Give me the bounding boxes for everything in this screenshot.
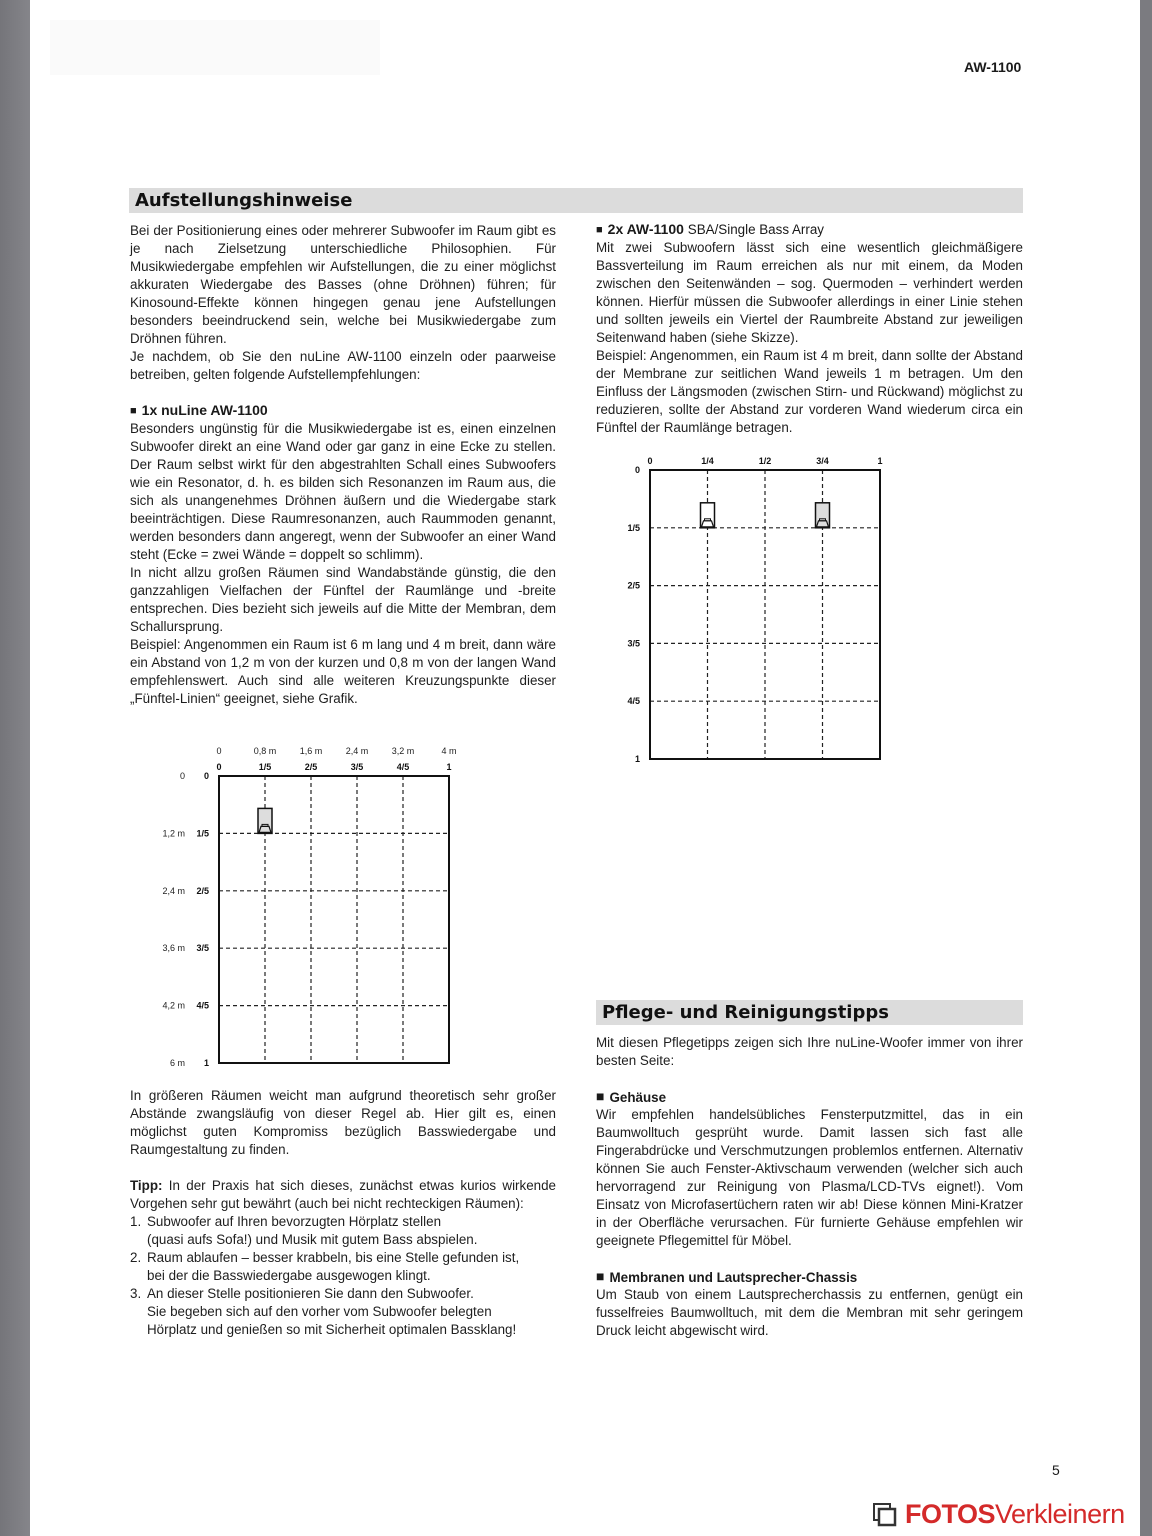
x-fraction-label: 3/5 xyxy=(350,762,364,772)
x-fraction-label: 1/5 xyxy=(258,762,272,772)
tip-step-number: 3. xyxy=(130,1286,142,1301)
y-fraction-label: 0 xyxy=(634,465,640,475)
large-room-paragraph: In größeren Räumen weicht man aufgrund theoretisch sehr großer Abstände zwangsläufig von dieser Regel ab. Hier gilt es, einen möglichst guten Kompromiss bezüglich Basswiedergabe und Raumgestaltung zu finden. xyxy=(130,1088,556,1157)
single-paragraph: Besonders ungünstig für die Musikwiedergabe ist es, einen einzelnen Subwoofer direkt an eine Wand oder gar ganz in eine Ecke zu stellen. Der Raum selbst wirkt für den abgestrahlten Schall eines Subwoofers wie ein Resonator, d. h. es bilden sich Resonanzen im Raum aus, die sich als unangenehmes Dröhnen äußern und die Wiedergabe stark beeinträchtigen. Diese Raumresonanzen, auch Raummoden genannt, werden besonders dann angeregt, wenn der Subwoofer an einer Wand steht (Ecke = zwei Wände = doppelt so schlimm). xyxy=(130,421,556,562)
intro-paragraph: Je nachdem, ob Sie den nuLine AW-1100 einzeln oder paarweise betreiben, gelten folgende Aufstellempfehlungen: xyxy=(130,349,556,382)
watermark-rest: Verkleinern xyxy=(995,1499,1125,1529)
x-fraction-label: 0 xyxy=(216,762,222,772)
housing-heading: ■ Gehäuse xyxy=(596,1088,667,1105)
y-meter-label: 6 m xyxy=(169,1058,185,1068)
intro-paragraph: Bei der Positionierung eines oder mehrerer Subwoofer im Raum gibt es je nach Zielsetzung unterschiedliche Philosophien. Für Musikwiedergabe empfehlen wir Aufstellungen, die zu einer möglichst akkuraten Wiedergabe des Basses (ohne Dröhnen) führen; für Kinosound-Effekte können hingegen genau jene Aufstellungen besonders beeindruckend sein, welche bei Musikwiedergabe zum Dröhnen führen. xyxy=(130,223,556,346)
tip-step-text: Subwoofer auf Ihren bevorzugten Hörplatz stellen (quasi aufs Sofa!) und Musik mit gutem Bass abspielen. xyxy=(147,1214,478,1247)
y-fraction-label: 3/5 xyxy=(627,638,640,649)
y-fraction-label: 1/5 xyxy=(196,828,209,839)
x-fraction-label: 1 xyxy=(446,762,452,772)
bleed-through-artifact xyxy=(50,20,380,75)
x-fraction-label: 1 xyxy=(877,456,883,466)
housing-paragraph: Wir empfehlen handelsübliches Fensterputzmittel, das in ein Baumwolltuch gesprüht wurde. Damit lassen sich fast alle Fingerabdrücke und Verschmutzungen problemlos entfernen. Alternativ können Sie auch Fenster-Aktivschaum verwenden (welcher sich auch hervorragend zur Reinigung von Plasma/LCD-TVs eignet!). Vom Einsatz von Microfasertüchern raten wir ab! Diese können Mini-Kratzer in der Oberfläche verursachen. Für furnierte Gehäuse empfehlen wir geeignete Pflegemittel für Möbel. xyxy=(596,1107,1023,1248)
x-meter-label: 0 xyxy=(216,746,222,756)
x-fraction-label: 1/4 xyxy=(701,456,714,466)
single-text xyxy=(130,420,556,708)
y-fraction-label: 4/5 xyxy=(196,1000,209,1011)
subwoofer-icon xyxy=(816,503,830,528)
y-meter-label: 2,4 m xyxy=(162,885,185,896)
x-fraction-label: 3/4 xyxy=(816,456,829,466)
single-paragraph: In nicht allzu großen Räumen sind Wandabstände günstig, die den ganzzahligen Vielfachen der Fünftel der Raumlänge und -breite entsprechen. Dies bezieht sich jeweils auf die Mitte der Membran, dem Schallursprung. xyxy=(130,565,556,634)
section-heading-care: Pflege- und Reinigungstipps xyxy=(596,1000,1023,1025)
viewer-left-margin xyxy=(0,0,30,1536)
single-sub-heading: ■ 1x nuLine AW-1100 xyxy=(130,402,268,418)
care-intro-paragraph: Mit diesen Pflegetipps zeigen sich Ihre nuLine-Woofer immer von ihrer besten Seite: xyxy=(596,1035,1023,1068)
large-room-note xyxy=(130,1087,556,1159)
page-number: 5 xyxy=(1052,1462,1060,1478)
x-meter-label: 4 m xyxy=(441,746,457,756)
viewer-right-margin xyxy=(1140,0,1152,1536)
x-meter-label: 1,6 m xyxy=(299,746,323,756)
housing-text xyxy=(596,1106,1023,1250)
bullet-square-icon: ■ xyxy=(596,1268,605,1284)
tip-label: Tipp: xyxy=(130,1178,163,1193)
membranes-paragraph: Um Staub von einem Lautsprecherchassis zu entfernen, genügt ein fusselfreies Baumwolltuch, mit dem die Membran mit sehr geringem Druck leicht abgewischt wird. xyxy=(596,1287,1023,1338)
tip-step-text: Raum ablaufen – besser krabbeln, bis eine Stelle gefunden ist, bei der die Basswiedergabe ausgewogen klingt. xyxy=(147,1250,520,1283)
tip-step xyxy=(130,1285,570,1339)
x-meter-label: 0,8 m xyxy=(253,746,277,756)
y-fraction-label: 2/5 xyxy=(627,580,640,591)
document-page xyxy=(30,0,1140,1536)
model-header: AW-1100 xyxy=(964,59,1022,75)
y-fraction-label: 0 xyxy=(203,771,209,781)
watermark-bold: FOTOS xyxy=(905,1499,996,1529)
x-fraction-label: 4/5 xyxy=(396,762,410,772)
y-fraction-label: 1/5 xyxy=(627,522,640,533)
single-sub-placement-diagram xyxy=(120,738,457,1073)
tip-step-number: 2. xyxy=(130,1250,142,1265)
subwoofer-icon xyxy=(258,808,272,833)
x-fraction-label: 1/2 xyxy=(758,456,772,466)
double-paragraph: Beispiel: Angenommen, ein Raum ist 4 m breit, dann sollte der Abstand der Membrane zur seitlichen Wand jeweils 1 m betragen. Um den Einfluss der Längsmoden (zwischen Stirn- und Rückwand) möglichst zu reduzieren, sollte der Abstand zur vorderen Wand wiederum circa ein Fünftel der Raumlänge betragen. xyxy=(596,348,1023,435)
tip-steps-list xyxy=(130,1213,570,1339)
bullet-square-icon: ■ xyxy=(596,1088,605,1104)
double-sub-heading: ■ 2x AW-1100 SBA/Single Bass Array xyxy=(596,221,824,237)
double-paragraph: Mit zwei Subwoofern lässt sich eine wesentlich gleichmäßigere Bassverteilung im Raum erreichen als nur mit einem, da Moden zwischen den Seitenwänden – sog. Quermoden – verhindert werden können. Hierfür müssen die Subwoofer allerdings in einer Linie stehen und sollten jeweils ein Viertel der Raumbreite Abstand zur jeweiligen Seitenwand haben (siehe Skizze). xyxy=(596,240,1023,345)
tip-text: In der Praxis hat sich dieses, zunächst etwas kurios wirkende Vorgehen sehr gut bewährt (auch bei nicht rechteckigen Räumen): xyxy=(130,1178,556,1211)
y-fraction-label: 3/5 xyxy=(196,943,209,954)
y-fraction-label: 1 xyxy=(634,754,640,764)
room-outline xyxy=(219,776,449,1063)
y-fraction-label: 2/5 xyxy=(196,885,209,896)
tip-block xyxy=(130,1177,556,1213)
bullet-square-icon: ■ xyxy=(596,224,603,236)
subwoofer-icon xyxy=(701,503,715,528)
x-fraction-label: 0 xyxy=(647,456,653,466)
y-fraction-label: 4/5 xyxy=(627,696,640,707)
y-fraction-label: 1 xyxy=(203,1058,209,1068)
x-meter-label: 2,4 m xyxy=(345,746,369,756)
tip-step-number: 1. xyxy=(130,1214,142,1229)
y-meter-label: 0 xyxy=(179,771,185,781)
membranes-text xyxy=(596,1286,1023,1340)
single-paragraph: Beispiel: Angenommen ein Raum ist 6 m lang und 4 m breit, dann wäre ein Abstand von 1,2 m von der kurzen und 0,8 m von der langen Wand empfehlenswert. Auch sind alle weiteren Kreuzungspunkte dieser „Fünftel-Linien“ geeignet, siehe Grafik. xyxy=(130,637,556,706)
double-sub-placement-diagram xyxy=(590,450,883,770)
watermark xyxy=(873,1499,1125,1530)
membranes-heading: ■ Membranen und Lautsprecher-Chassis xyxy=(596,1268,858,1285)
tip-step xyxy=(130,1249,570,1285)
x-fraction-label: 2/5 xyxy=(304,762,318,772)
double-text xyxy=(596,239,1023,437)
bullet-square-icon: ■ xyxy=(130,405,137,417)
tip-step xyxy=(130,1213,570,1249)
tip-step-text: An dieser Stelle positionieren Sie dann den Subwoofer. Sie begeben sich auf den vorher vom Subwoofer belegten Hörplatz und genießen so mit Sicherheit optimalen Bassklang! xyxy=(147,1286,517,1337)
y-meter-label: 1,2 m xyxy=(162,828,185,839)
y-meter-label: 4,2 m xyxy=(162,1000,185,1011)
section-heading-setup: Aufstellungshinweise xyxy=(129,188,1023,213)
copy-squares-icon xyxy=(873,1503,897,1527)
care-intro xyxy=(596,1034,1023,1070)
setup-intro xyxy=(130,222,556,384)
x-meter-label: 3,2 m xyxy=(391,746,415,756)
y-meter-label: 3,6 m xyxy=(162,943,185,954)
